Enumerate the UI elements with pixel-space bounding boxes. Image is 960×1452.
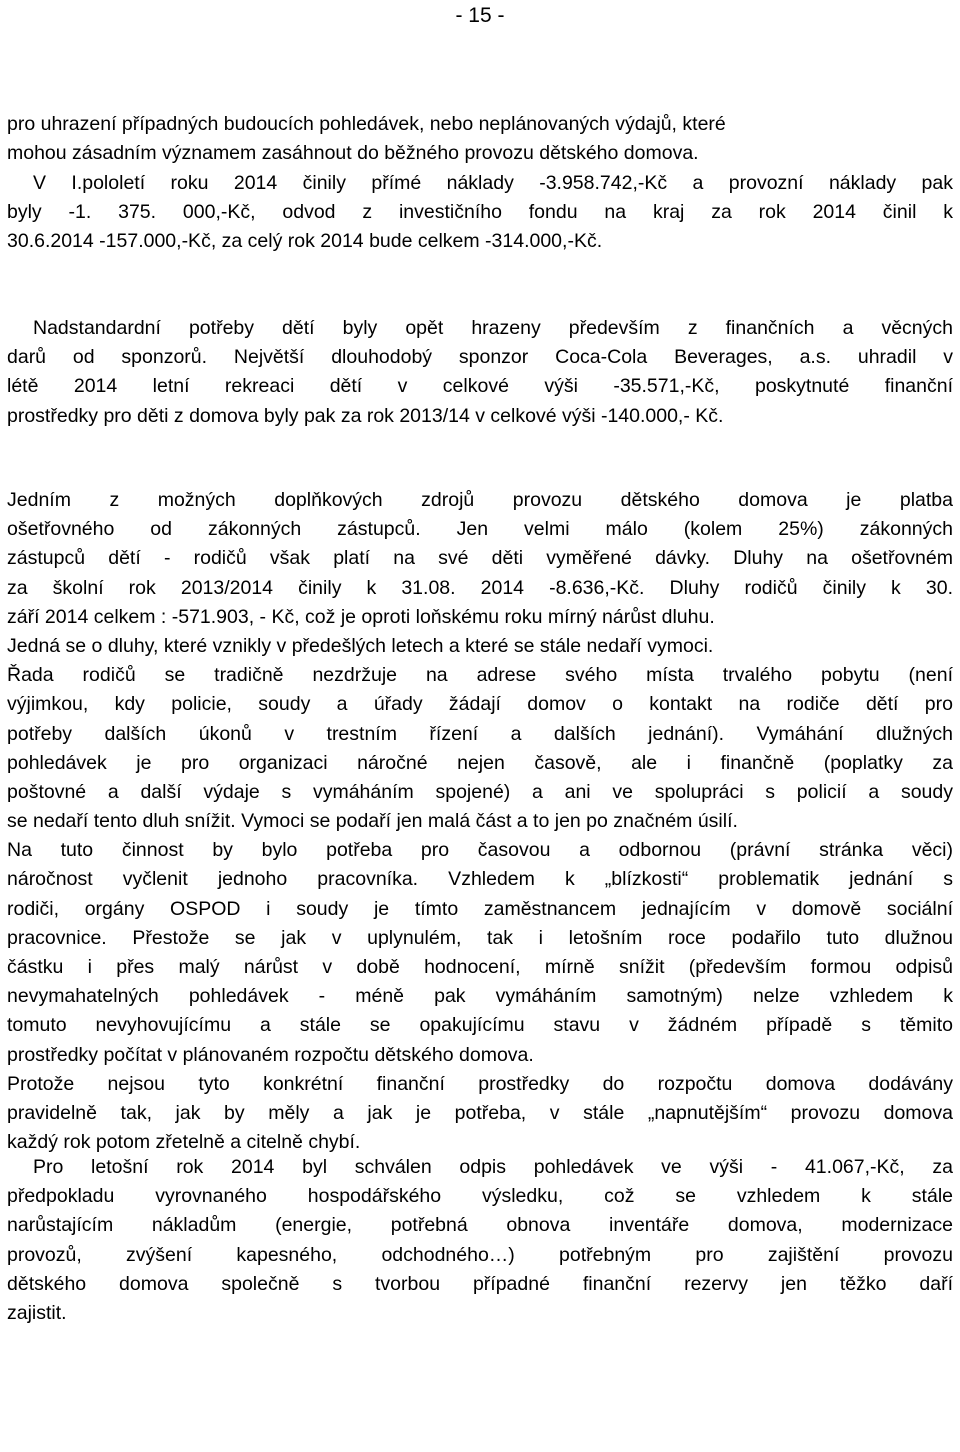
text-line: mohou zásadním významem zasáhnout do běžného provozu dětského domova. bbox=[7, 142, 699, 165]
text-line: pravidelně tak, jak by měly a jak je potřeba, v stále „napnutějším“ provozu domova bbox=[7, 1101, 953, 1124]
text-line: pracovnice. Přestože se jak v uplynulém, tak i letošním roce podařilo tuto dlužnou bbox=[7, 926, 953, 949]
text-line: pohledávek je pro organizaci náročné nejen časově, ale i finančně (poplatky za bbox=[7, 751, 953, 774]
text-line: 30.6.2014 -157.000,-Kč, za celý rok 2014 bude celkem -314.000,-Kč. bbox=[7, 230, 603, 253]
text-line: poštovné a další výdaje s vymáháním spojené) a ani ve spolupráci s policií a soudy bbox=[7, 780, 953, 803]
text-line: byly -1. 375. 000,-Kč, odvod z investičního fondu na kraj za rok 2014 činil k bbox=[7, 201, 953, 224]
text-line: dětského domova společně s tvorbou případné finanční rezervy jen těžko daří bbox=[7, 1272, 953, 1295]
text-line: provozů, zvýšení kapesného, odchodného…) potřebným pro zajištění provozu bbox=[7, 1243, 953, 1266]
text-line: náročnost vyčlenit jednoho pracovníka. Vzhledem k „blízkosti“ problematik jednání s bbox=[7, 868, 953, 891]
text-line: září 2014 celkem : -571.903, - Kč, což je oproti loňskému roku mírný nárůst dluhu. bbox=[7, 605, 715, 628]
text-line: nevymahatelných pohledávek - méně pak vymáháním samotným) nelze vzhledem k bbox=[7, 985, 953, 1008]
text-line: Nadstandardní potřeby dětí byly opět hrazeny především z finančních a věcných bbox=[33, 317, 953, 339]
text-line: ošetřovného od zákonných zástupců. Jen velmi málo (kolem 25%) zákonných bbox=[7, 518, 953, 541]
text-line: narůstajícím nákladům (energie, potřebná obnova inventáře domova, modernizace bbox=[7, 1214, 953, 1237]
text-line: částku i přes malý nárůst v době hodnocení, mírně snížit (především formou odpisů bbox=[7, 956, 953, 978]
paragraph-budget-reserve bbox=[7, 110, 953, 168]
text-line: předpokladu vyrovnaného hospodářského výsledku, což se vzhledem k stále bbox=[7, 1185, 953, 1208]
text-line: se nedaří tento dluh snížit. Vymoci se podaří jen malá část a to jen po značném úsilí. bbox=[7, 810, 738, 833]
text-line: Jedním z možných doplňkových zdrojů provozu dětského domova je platba bbox=[7, 489, 953, 511]
text-line: každý rok potom zřetelně a citelně chybí. bbox=[7, 1131, 361, 1154]
text-line: prostředky pro děti z domova byly pak za rok 2013/14 v celkové výši -140.000,- Kč. bbox=[7, 404, 724, 427]
text-line: zástupců dětí - rodičů však platí na své děti vyměřené dávky. Dluhy na ošetřovném bbox=[7, 547, 953, 570]
text-line: zajistit. bbox=[7, 1301, 67, 1324]
text-line: výjimkou, kdy policie, soudy a úřady žádají domov o kontakt na rodiče dětí pro bbox=[7, 693, 953, 716]
text-line: Na tuto činnost by bylo potřeba pro časovou a odbornou (právní stránka věci) bbox=[7, 839, 953, 862]
text-line: pro uhrazení případných budoucích pohledávek, nebo neplánovaných výdajů, které bbox=[7, 113, 726, 135]
text-line: Pro letošní rok 2014 byl schválen odpis pohledávek ve výši - 41.067,-Kč, za bbox=[33, 1156, 953, 1178]
paragraph-receivables-write-off bbox=[7, 1153, 953, 1328]
text-line: potřeby dalších úkonů v trestním řízení a dalších jednání). Vymáhání dlužných bbox=[7, 722, 953, 745]
text-line: tomuto nevyhovujícímu a stále se opakujícímu stavu v žádném případě s těmito bbox=[7, 1014, 953, 1037]
text-line: V I.pololetí roku 2014 činily přímé náklady -3.958.742,-Kč a provozní náklady pak bbox=[33, 172, 953, 194]
text-line: Protože nejsou tyto konkrétní finanční prostředky do rozpočtu domova dodávány bbox=[7, 1072, 953, 1095]
paragraph-care-fees-debts bbox=[7, 486, 953, 1157]
page-number: - 15 - bbox=[455, 4, 505, 27]
text-line: létě 2014 letní rekreaci dětí v celkové výši -35.571,-Kč, poskytnuté finanční bbox=[7, 375, 953, 398]
text-line: rodiči, orgány OSPOD i soudy je tímto zaměstnancem jednajícím v domově sociální bbox=[7, 897, 953, 920]
text-line: Jedná se o dluhy, které vznikly v předešlých letech a které se stále nedaří vymoci. bbox=[7, 634, 714, 657]
text-line: Řada rodičů se tradičně nezdržuje na adrese svého místa trvalého pobytu (není bbox=[7, 664, 953, 687]
paragraph-sponsors bbox=[7, 314, 953, 431]
paragraph-costs-first-half bbox=[7, 169, 953, 257]
text-line: za školní rok 2013/2014 činily k 31.08. 2014 -8.636,-Kč. Dluhy rodičů činily k 30. bbox=[7, 576, 953, 599]
text-line: darů od sponzorů. Největší dlouhodobý sponzor Coca-Cola Beverages, a.s. uhradil v bbox=[7, 346, 953, 369]
text-line: prostředky počítat v plánovaném rozpočtu dětského domova. bbox=[7, 1043, 534, 1066]
